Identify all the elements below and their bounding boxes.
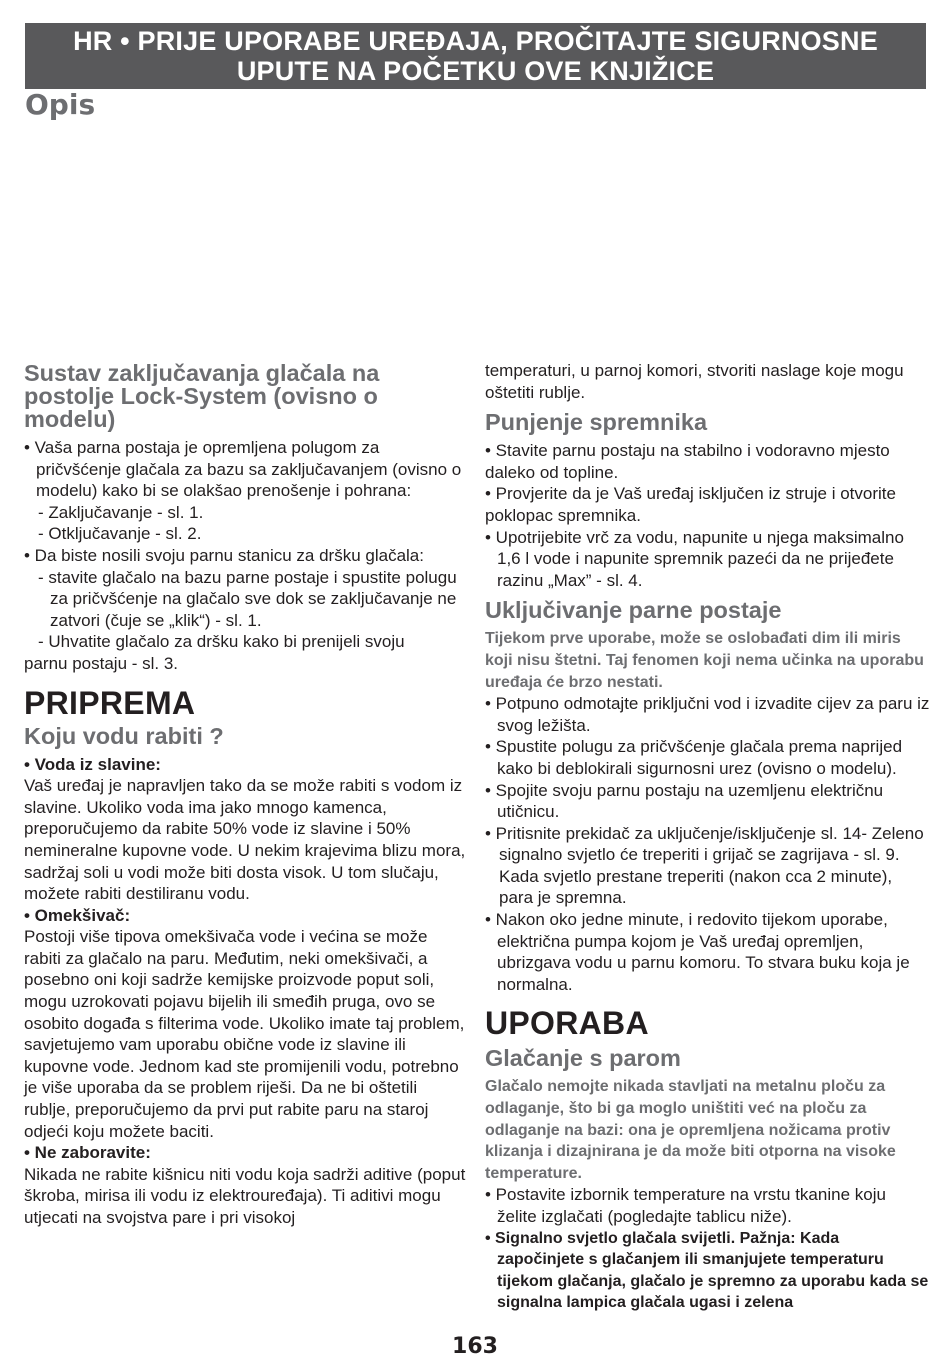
banner-line-2: UPUTE NA POČETKU OVE KNJIŽICE [236,56,715,86]
switch-on-bullet-4: • Pritisnite prekidač za uključenje/isključenje sl. 14- Zeleno signalno svjetlo će treperiti i grijač se zagrijava - sl. 9. Kada svjetlo prestane treperiti (nakon cca 2 minute), para je spremna. [485,823,924,908]
tap-water-text: Vaš uređaj je napravljen tako da se može rabiti s vodom iz slavine. Ukoliko voda ima jako mnogo kamenca, preporučujemo da rabite 50% vode iz slavine i 50% nemineralne kupovne vode. U nekim krajevima blizu mora, sadržaj soli u vodi može biti dosta visok. U tom slučaju, možete rabiti destiliranu vodu. [24,776,466,904]
right-column [485,360,930,1314]
switch-on-warning: Tijekom prve uporabe, može se oslobađati dim ili miris koji nisu štetni. Taj fenomen koji nema učinka na uporabu uređaja će brzo nestati. [485,630,924,691]
switch-on-bullet-1: • Potpuno odmotajte priključni vod i izvadite cijev za paru iz svog ležišta. [485,694,930,735]
lock-sub-carry-cont: parnu postaju - sl. 3. [24,653,179,673]
lock-sub-unlock: - Otključavanje - sl. 2. [38,524,202,544]
safety-banner [25,23,926,89]
fill-tank-heading: Punjenje spremnika [485,409,708,436]
fill-bullet-3: • Upotrijebite vrč za vodu, napunite u njega maksimalno 1,6 l vode i napunite spremnik pazeći da ne prijeđete razinu „Max” - sl. 4. [485,527,904,590]
continued-text: temperaturi, u parnoj komori, stvoriti naslage koje mogu oštetiti rublje. [485,361,904,402]
switch-on-bullet-3: • Spojite svoju parnu postaju na uzemljenu električnu utičnicu. [485,780,884,822]
lock-sub-lock: - Zaključavanje - sl. 1. [38,502,204,522]
water-heading: Koju vodu rabiti ? [24,722,224,749]
switch-on-heading: Uključivanje parne postaje [485,597,782,624]
fill-bullet-1: • Stavite parnu postaju na stabilno i vodoravno mjesto daleko od topline. [485,441,890,482]
left-column [24,362,466,1229]
fill-bullet-2: • Provjerite da je Vaš uređaj isključen iz struje i otvorite poklopac spremnika. [485,484,896,525]
lock-bullet-1: • Vaša parna postaja je opremljena polugom za pričvšćenje glačala za bazu sa zaključavanjem (ovisno o modelu) kako bi se olakšao prenošenje i pohrana: [24,438,462,501]
softener-text: Postoji više tipova omekšivača vode i većina se može rabiti za glačalo na paru. Međutim, neki omekšivači, a posebno oni koji sadrže kemijske proizvode poput soli, mogu uzrokovati pojavu bijelih ili smeđih pruga, ovo se osobito događa s filterima vode. Ukoliko imate taj problem, savjetujemo vam uporabu obične vode iz slavine ili kupovne vode. Jednom kad ste promijenili vodu, potrebno je više uporaba da se problem riješi. Da ne bi oštetili rublje, preporučujemo da prvi put rabite paru na staroj odjeći koju možete baciti. [24,927,465,1141]
steam-ironing-heading: Glačanje s parom [485,1045,681,1072]
section-title-priprema: PRIPREMA [24,684,196,721]
lock-sub-carry: - Uhvatite glačalo za dršku kako bi prenijeli svoju [38,632,405,652]
section-title-uporaba: UPORABA [485,1005,649,1042]
lock-bullet-2: • Da biste nosili svoju parnu stanicu za dršku glačala: [24,545,424,565]
switch-on-bullet-2: • Spustite polugu za pričvšćenje glačala prema naprijed kako bi deblokirali sigurnosni urez (ovisno o modelu). [485,737,903,778]
switch-on-bullet-5: • Nakon oko jedne minute, i redovito tijekom uporabe, električna pumpa kojom je Vaš uređaj opremljen, ubrizgava vodu u parnu komoru. To stvara buku koja je normalna. [485,910,910,994]
softener-label: • Omekšivač: [24,905,131,925]
steam-bullet-1: • Postavite izbornik temperature na vrstu tkanine koju želite izglačati (pogledajte tablicu niže). [485,1185,886,1226]
dont-forget-label: • Ne zaboravite: [24,1143,151,1163]
lock-system-heading: Sustav zaključavanja glačala na postolje Lock-System (ovisno o modelu) [24,360,380,432]
steam-warning: Glačalo nemojte nikada stavljati na metalnu ploču za odlaganje, što bi ga moglo uništiti već na ploču za odlaganje na bazi: ona je opremljena nožicama protiv klizanja i dizajnirana je da može biti otporna na visoke temperature. [485,1078,896,1182]
steam-bullet-2: • Signalno svjetlo glačala svijetli. Pažnja: Kada započinjete s glačanjem ili smanjujete temperaturu tijekom glačanja, glačalo je spremno za uporabu kada se signalna lampica glačala ugasi i zelena [485,1229,929,1312]
dont-forget-text: Nikada ne rabite kišnicu niti vodu koja sadrži aditive (poput škroba, mirisa ili vodu iz elektrouređaja). Ti aditivi mogu utjecati na svojstva pare i pri visokoj [24,1164,466,1227]
page-number: 163 [452,1334,498,1359]
banner-line-1: HR • PRIJE UPORABE UREĐAJA, PROČITAJTE SIGURNOSNE [73,26,878,56]
lock-sub-lower: - stavite glačalo na bazu parne postaje i spustite polugu za pričvšćenje na glačalo sve dok se zaključavanje ne zatvori (čuje se „klik“) - sl. 1. [38,567,457,630]
section-title-opis: Opis [25,88,96,121]
tap-water-label: • Voda iz slavine: [24,754,161,774]
